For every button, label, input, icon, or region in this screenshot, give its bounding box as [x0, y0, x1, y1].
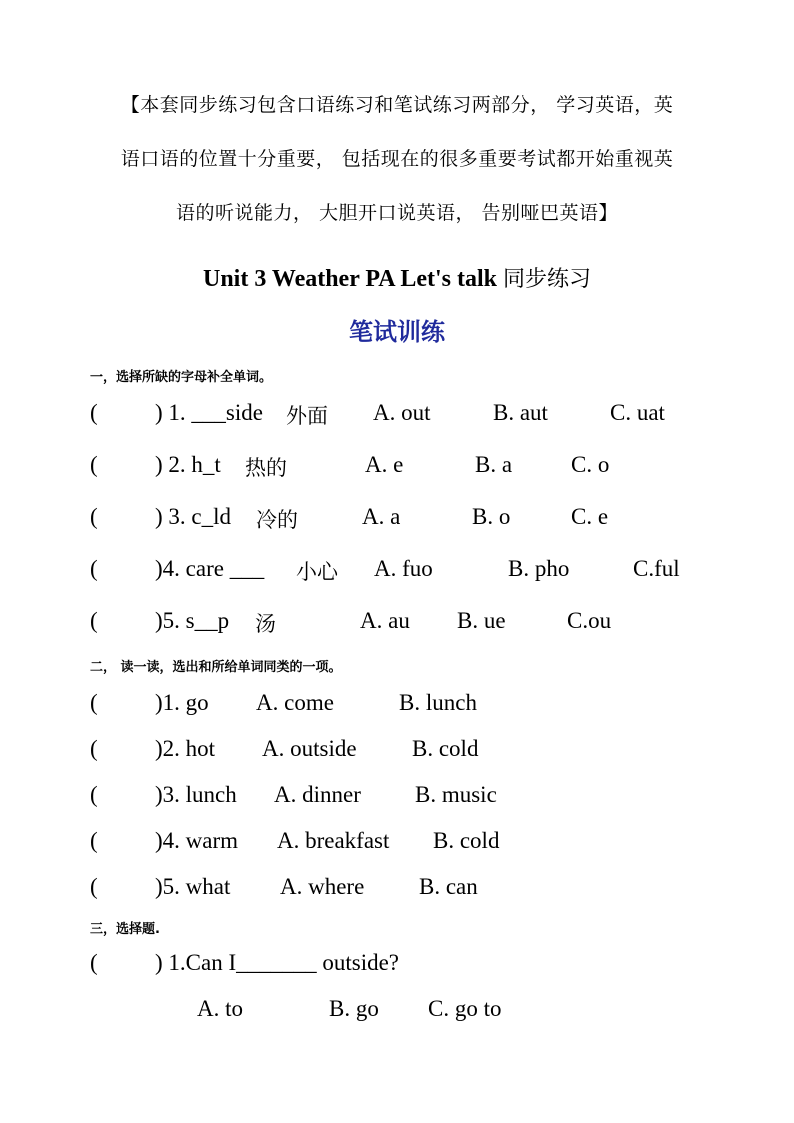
- option-a: A. e: [365, 452, 404, 477]
- option-a: A. au: [360, 608, 410, 633]
- question-text: )5. s__p: [155, 608, 230, 633]
- option-c: C.ful: [633, 556, 680, 581]
- word-meaning: 汤: [255, 612, 276, 636]
- option-c: C. go to: [428, 996, 502, 1021]
- intro-line-3: 语的听说能力， 大胆开口说英语， 告别哑巴英语】: [175, 202, 619, 224]
- option-a: A. dinner: [274, 782, 361, 807]
- answer-bracket[interactable]: (: [90, 608, 98, 633]
- answer-bracket[interactable]: (: [90, 400, 98, 425]
- option-a: A. out: [373, 400, 431, 425]
- option-b: B. lunch: [399, 690, 477, 715]
- word-meaning: 热的: [245, 456, 287, 480]
- question-text: )5. what: [155, 874, 231, 899]
- section-3-heading: 三，选择题.: [90, 922, 160, 937]
- answer-bracket[interactable]: (: [90, 874, 98, 899]
- option-b: B. cold: [433, 828, 500, 853]
- question-text: )4. care ___: [155, 556, 265, 581]
- option-a: A. a: [362, 504, 401, 529]
- option-c: C. o: [571, 452, 610, 477]
- option-b: B. ue: [457, 608, 506, 633]
- option-a: A. where: [280, 874, 365, 899]
- option-b: B. aut: [493, 400, 548, 425]
- option-b: B. a: [475, 452, 513, 477]
- option-a: A. come: [256, 690, 334, 715]
- answer-bracket[interactable]: (: [90, 950, 98, 975]
- answer-bracket[interactable]: (: [90, 828, 98, 853]
- answer-bracket[interactable]: (: [90, 452, 98, 477]
- option-c: C. uat: [610, 400, 665, 425]
- answer-bracket[interactable]: (: [90, 736, 98, 761]
- option-b: B. pho: [508, 556, 570, 581]
- option-a: A. breakfast: [277, 828, 390, 853]
- option-a: A. to: [197, 996, 243, 1021]
- title-english: Unit 3 Weather PA Let's talk: [202, 266, 497, 292]
- question-text: )4. warm: [155, 828, 239, 853]
- question-text: )1. go: [155, 690, 209, 715]
- answer-bracket[interactable]: (: [90, 504, 98, 529]
- option-b: B. cold: [412, 736, 479, 761]
- page-subtitle: 笔试训练: [349, 318, 445, 346]
- page-title: [0, 262, 794, 293]
- question-text: )2. hot: [155, 736, 216, 761]
- question-text: ) 1.Can I_______ outside?: [155, 950, 400, 975]
- option-a: A. fuo: [374, 556, 433, 581]
- word-meaning: 外面: [286, 404, 328, 428]
- answer-bracket[interactable]: (: [90, 556, 98, 581]
- intro-paragraph: [80, 78, 714, 240]
- question-text: ) 2. h_t: [155, 452, 221, 477]
- word-meaning: 小心: [296, 560, 338, 584]
- option-c: C. e: [571, 504, 609, 529]
- answer-bracket[interactable]: (: [90, 782, 98, 807]
- option-b: B. can: [419, 874, 478, 899]
- option-b: B. go: [329, 996, 379, 1021]
- word-meaning: 冷的: [256, 508, 298, 532]
- section-2-heading: 二， 读一读，选出和所给单词同类的一项。: [90, 660, 342, 675]
- option-b: B. music: [415, 782, 497, 807]
- question-text: )3. lunch: [155, 782, 237, 807]
- option-a: A. outside: [262, 736, 357, 761]
- title-chinese: 同步练习: [502, 267, 591, 292]
- intro-line-1: 【本套同步练习包含口语练习和笔试练习两部分， 学习英语，英: [120, 94, 674, 116]
- option-c: C.ou: [567, 608, 612, 633]
- question-text: ) 1. ___side: [155, 400, 263, 425]
- section-1-heading: 一，选择所缺的字母补全单词。: [90, 370, 273, 385]
- answer-bracket[interactable]: (: [90, 690, 98, 715]
- option-b: B. o: [472, 504, 511, 529]
- intro-line-2: 语口语的位置十分重要， 包括现在的很多重要考试都开始重视英: [120, 148, 674, 170]
- question-text: ) 3. c_ld: [155, 504, 232, 529]
